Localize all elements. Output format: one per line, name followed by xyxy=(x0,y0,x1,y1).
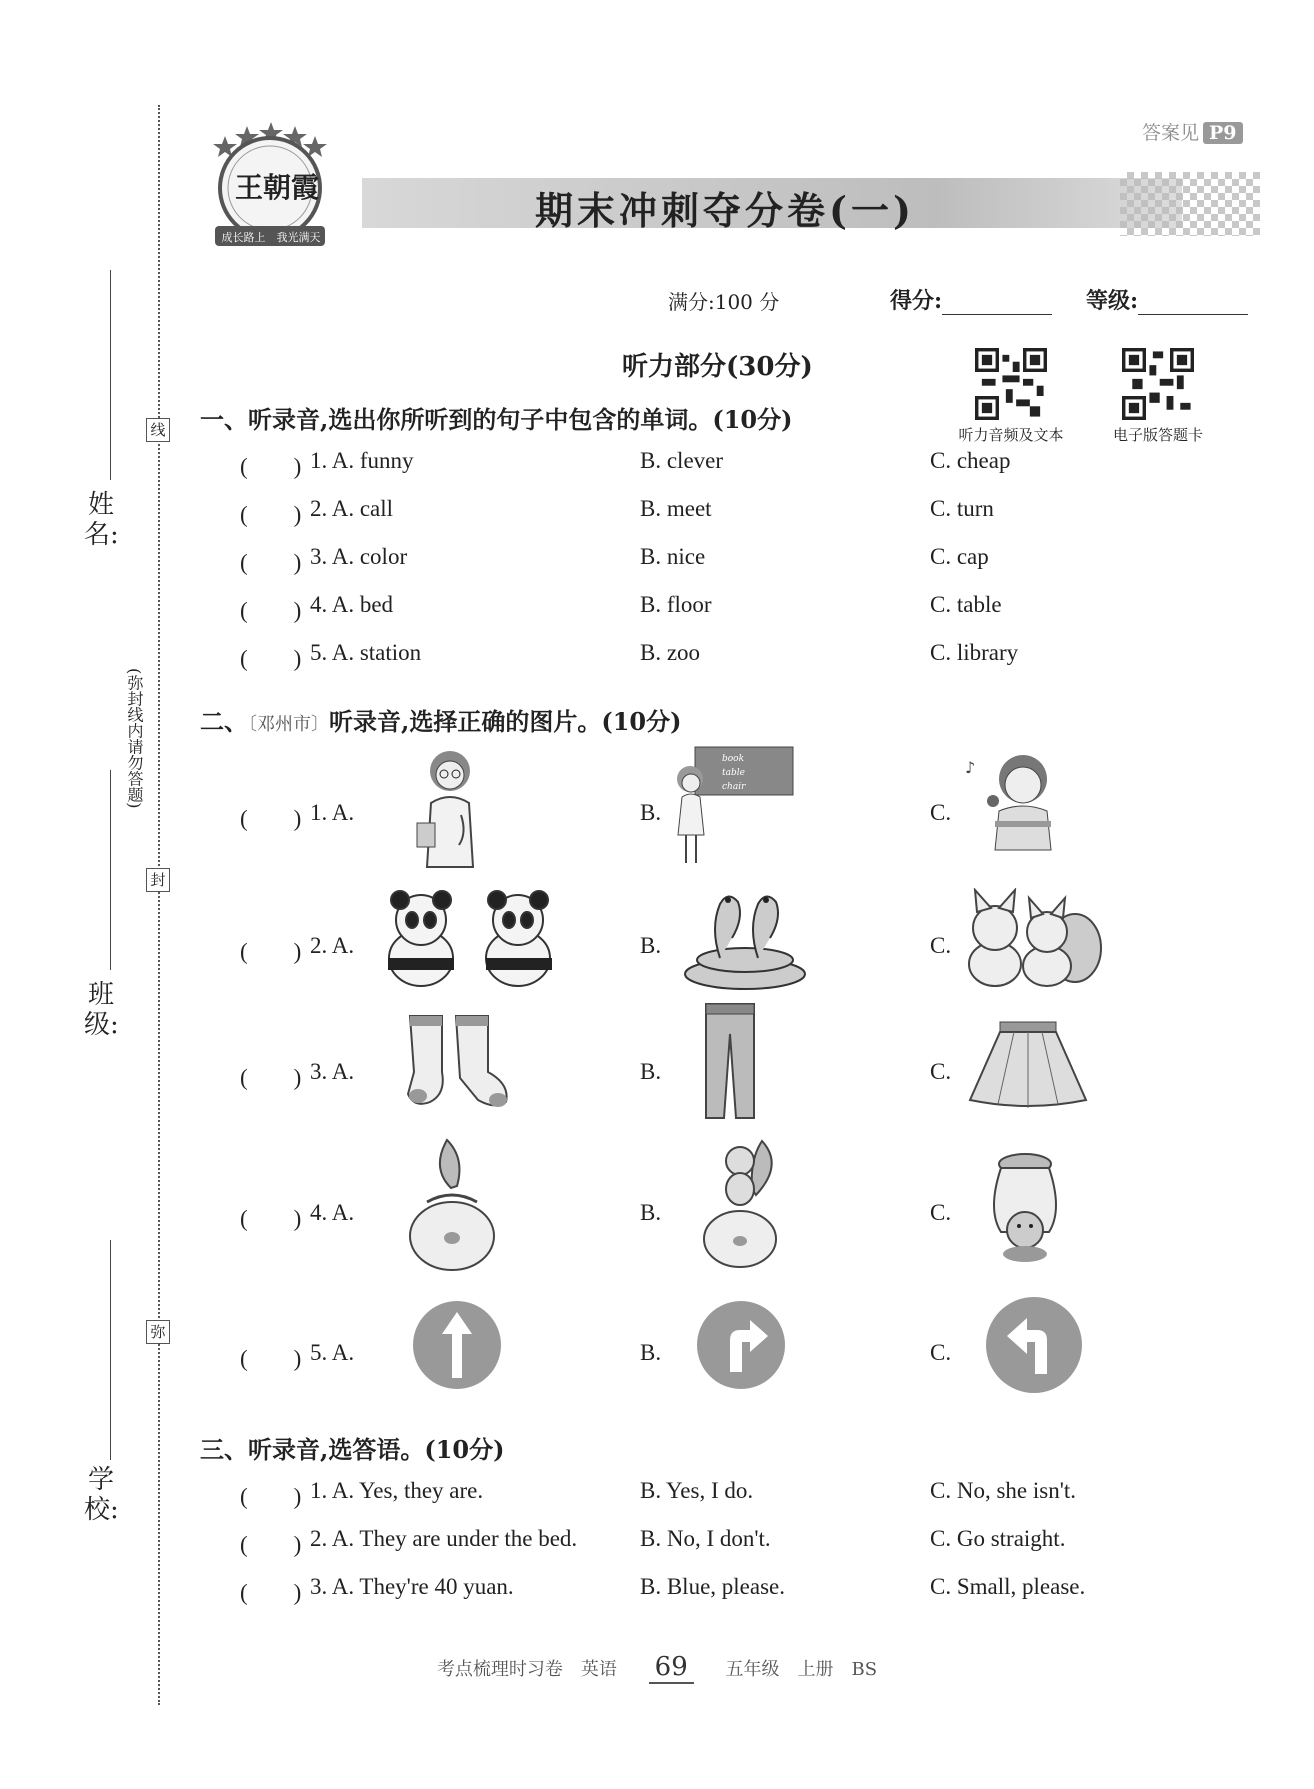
part2-row: ( ) 2. A. B. C. xyxy=(240,933,952,964)
seal-box-mi: 弥 xyxy=(146,1320,170,1344)
foxes-image[interactable] xyxy=(955,888,1105,993)
qr-code-audio[interactable] xyxy=(975,348,1047,424)
school-write-line xyxy=(110,1240,111,1460)
footer-grade: 五年级 上册 BS xyxy=(725,1659,878,1680)
part3-heading: 三、听录音,选答语。(10分) xyxy=(200,1435,505,1464)
part1-row: ( ) 5. A. station B. zoo C. library xyxy=(240,640,1019,671)
squirrel-on-bag-image[interactable] xyxy=(700,1135,780,1270)
score-field: 得分: xyxy=(890,284,1052,315)
answer-paren[interactable]: ( ) xyxy=(240,1532,302,1557)
seal-box-feng: 封 xyxy=(146,868,170,892)
logo-slogan: 成长路上 我光满天 xyxy=(221,231,321,244)
logo-name: 王朝霞 xyxy=(235,171,320,204)
svg-text:book: book xyxy=(722,754,745,764)
answer-paren[interactable]: ( ) xyxy=(240,1346,302,1371)
part1-heading: 一、听录音,选出你所听到的句子中包含的单词。(10分) xyxy=(200,405,793,434)
squirrel-in-bag-image[interactable] xyxy=(985,1150,1065,1265)
snakes-image[interactable] xyxy=(680,888,810,993)
teacher-blackboard-image[interactable] xyxy=(670,745,795,870)
answer-paren[interactable]: ( ) xyxy=(240,1580,302,1605)
answer-paren[interactable]: ( ) xyxy=(240,806,302,831)
pandas-image[interactable] xyxy=(376,888,566,993)
class-label: 班级: xyxy=(84,980,119,1040)
answer-paren[interactable]: ( ) xyxy=(240,502,302,527)
part3-row: ( ) 3. A. They're 40 yuan. B. Blue, please. C. Small, please. xyxy=(240,1574,1086,1605)
part1-row: ( ) 4. A. bed B. floor C. table xyxy=(240,592,1002,623)
skirt-image[interactable] xyxy=(968,1020,1088,1110)
class-write-line xyxy=(110,770,111,970)
answer-paren[interactable]: ( ) xyxy=(240,1206,302,1231)
page-footer xyxy=(0,1652,1314,1684)
part2-row: ( ) 1. A. B. C. xyxy=(240,800,952,831)
trousers-image[interactable] xyxy=(700,1000,760,1120)
grade-field: 等级: xyxy=(1086,284,1248,315)
boy-singing-image[interactable] xyxy=(965,745,1075,855)
page-title: 期末冲刺夺分卷(一) xyxy=(535,188,915,233)
part1-row: ( ) 3. A. color B. nice C. cap xyxy=(240,544,989,575)
bag-with-tail-image[interactable] xyxy=(405,1138,500,1273)
turn-right-sign-icon[interactable] xyxy=(696,1300,786,1390)
go-straight-sign-icon[interactable] xyxy=(412,1300,502,1390)
school-label: 学校: xyxy=(84,1465,119,1525)
answer-paren[interactable]: ( ) xyxy=(240,646,302,671)
score-line xyxy=(668,286,779,315)
score-blank[interactable] xyxy=(942,292,1052,315)
answer-paren[interactable]: ( ) xyxy=(240,1065,302,1090)
answer-paren[interactable]: ( ) xyxy=(240,454,302,479)
part2-row: ( ) 3. A. B. C. xyxy=(240,1059,952,1090)
listening-heading: 听力部分(30分) xyxy=(622,352,813,382)
answer-reference: 答案见 P9 xyxy=(1142,118,1243,145)
svg-text:table: table xyxy=(722,768,745,778)
name-write-line xyxy=(110,270,111,480)
part3-row: ( ) 2. A. They are under the bed. B. No, I don't. C. Go straight. xyxy=(240,1526,1066,1557)
seal-box-xian: 线 xyxy=(146,418,170,442)
svg-text:chair: chair xyxy=(722,782,746,792)
answer-paren[interactable]: ( ) xyxy=(240,550,302,575)
seal-note: (弥封线内请勿答题) xyxy=(125,668,144,809)
part3-row: ( ) 1. A. Yes, they are. B. Yes, I do. C. No, she isn't. xyxy=(240,1478,1076,1509)
doctor-woman-image[interactable] xyxy=(405,745,495,870)
footer-book: 考点梳理时习卷 英语 xyxy=(436,1659,617,1680)
banner-checker-pattern xyxy=(1120,172,1260,236)
answer-paren[interactable]: ( ) xyxy=(240,939,302,964)
region-tag: 〔邓州市〕 xyxy=(248,714,329,735)
part2-row: ( ) 4. A. B. C. xyxy=(240,1200,952,1231)
page-number: 69 xyxy=(649,1652,694,1684)
answer-paren[interactable]: ( ) xyxy=(240,598,302,623)
full-score: 满分:100 分 xyxy=(668,290,780,314)
qr-code-answer-card[interactable] xyxy=(1122,348,1194,424)
turn-left-sign-icon[interactable] xyxy=(985,1296,1083,1394)
svg-text:♪: ♪ xyxy=(965,758,976,777)
socks-image[interactable] xyxy=(400,1010,515,1115)
part1-row: ( ) 1. A. funny B. clever C. cheap xyxy=(240,448,1011,479)
binding-dotted-line xyxy=(158,105,160,1705)
name-label: 姓名: xyxy=(84,490,119,550)
brand-logo xyxy=(195,118,335,257)
qr-caption-answer-card: 电子版答题卡 xyxy=(1112,426,1203,444)
qr-caption-audio: 听力音频及文本 xyxy=(958,426,1064,444)
part1-row: ( ) 2. A. call B. meet C. turn xyxy=(240,496,994,527)
part2-row: ( ) 5. A. B. C. xyxy=(240,1340,952,1371)
part2-heading: 二、〔邓州市〕听录音,选择正确的图片。(10分) xyxy=(200,707,682,736)
grade-blank[interactable] xyxy=(1138,292,1248,315)
answer-paren[interactable]: ( ) xyxy=(240,1484,302,1509)
